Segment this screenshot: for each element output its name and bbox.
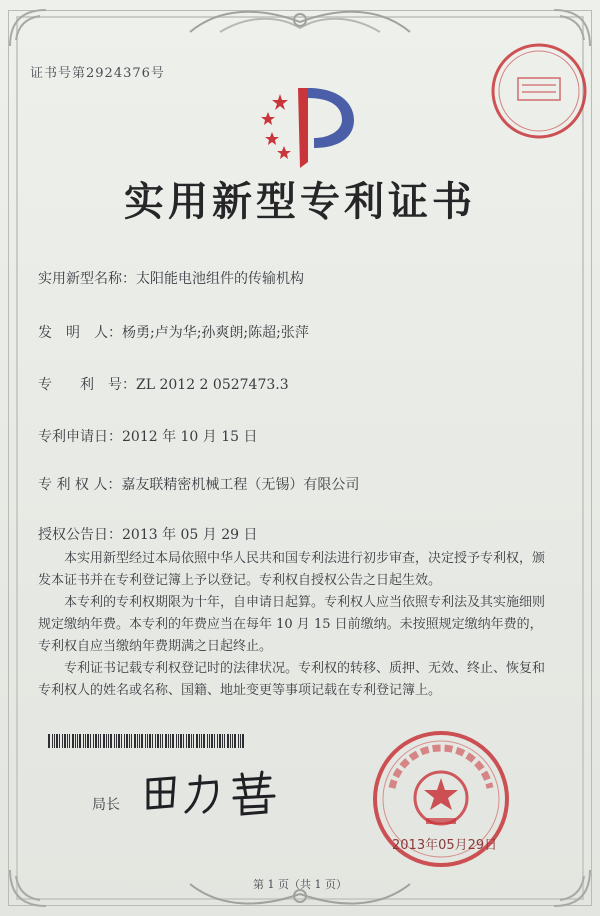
body-paragraph: 本实用新型经过本局依照中华人民共和国专利法进行初步审查，决定授予专利权，颁发本证书并在专利登记簿上予以登记。专利权自授权公告之日起生效。 [38, 551, 546, 588]
inventor-field [38, 322, 309, 342]
barcode-icon [48, 734, 248, 748]
field-value: 2013 年 05 月 29 日 [122, 527, 258, 543]
field-label: 授权公告日： [38, 527, 122, 543]
field-value: 杨勇;卢为华;孙爽朗;陈超;张萍 [122, 325, 309, 341]
publication-date-field [38, 524, 258, 544]
director-signature [138, 766, 288, 818]
certificate-number: 证书号第2924376号 [30, 66, 165, 81]
utility-model-name-field [38, 268, 304, 288]
director-label: 局长 [92, 797, 120, 813]
field-value: 2012 年 10 月 15 日 [122, 429, 258, 445]
official-seal-icon [488, 40, 590, 142]
field-label: 专 利 号： [38, 377, 136, 393]
field-value: ZL 2012 2 0527473.3 [136, 377, 289, 393]
patentee-field [38, 474, 359, 494]
page-footer: 第 1 页（共 1 页） [253, 878, 347, 891]
body-paragraph: 本专利的专利权期限为十年，自申请日起算。专利权人应当依照专利法及其实施细则规定缴纳年费。本专利的年费应当在每年 10 月 15 日前缴纳。未按照规定缴纳年费的，专利权自应当缴纳年费期满之日起终止。 [38, 595, 546, 654]
patent-office-logo-icon [250, 82, 362, 168]
field-label: 发 明 人： [38, 325, 122, 341]
field-label: 实用新型名称： [38, 271, 136, 287]
certificate-body [38, 548, 552, 702]
corner-ornament [6, 6, 50, 50]
seal-date: 2013年05月29日 [392, 838, 498, 853]
top-ornament [180, 2, 420, 42]
patent-number-field [38, 374, 289, 394]
field-label: 专 利 权 人： [38, 477, 122, 493]
page-title: 实用新型专利证书 [124, 178, 476, 225]
field-value: 太阳能电池组件的传输机构 [136, 271, 304, 287]
body-paragraph: 专利证书记载专利权登记时的法律状况。专利权的转移、质押、无效、终止、恢复和专利权人的姓名或名称、国籍、地址变更等事项记载在专利登记簿上。 [38, 661, 546, 698]
filing-date-field [38, 426, 258, 446]
field-value: 嘉友联精密机械工程（无锡）有限公司 [121, 477, 360, 493]
field-label: 专利申请日： [38, 429, 122, 445]
